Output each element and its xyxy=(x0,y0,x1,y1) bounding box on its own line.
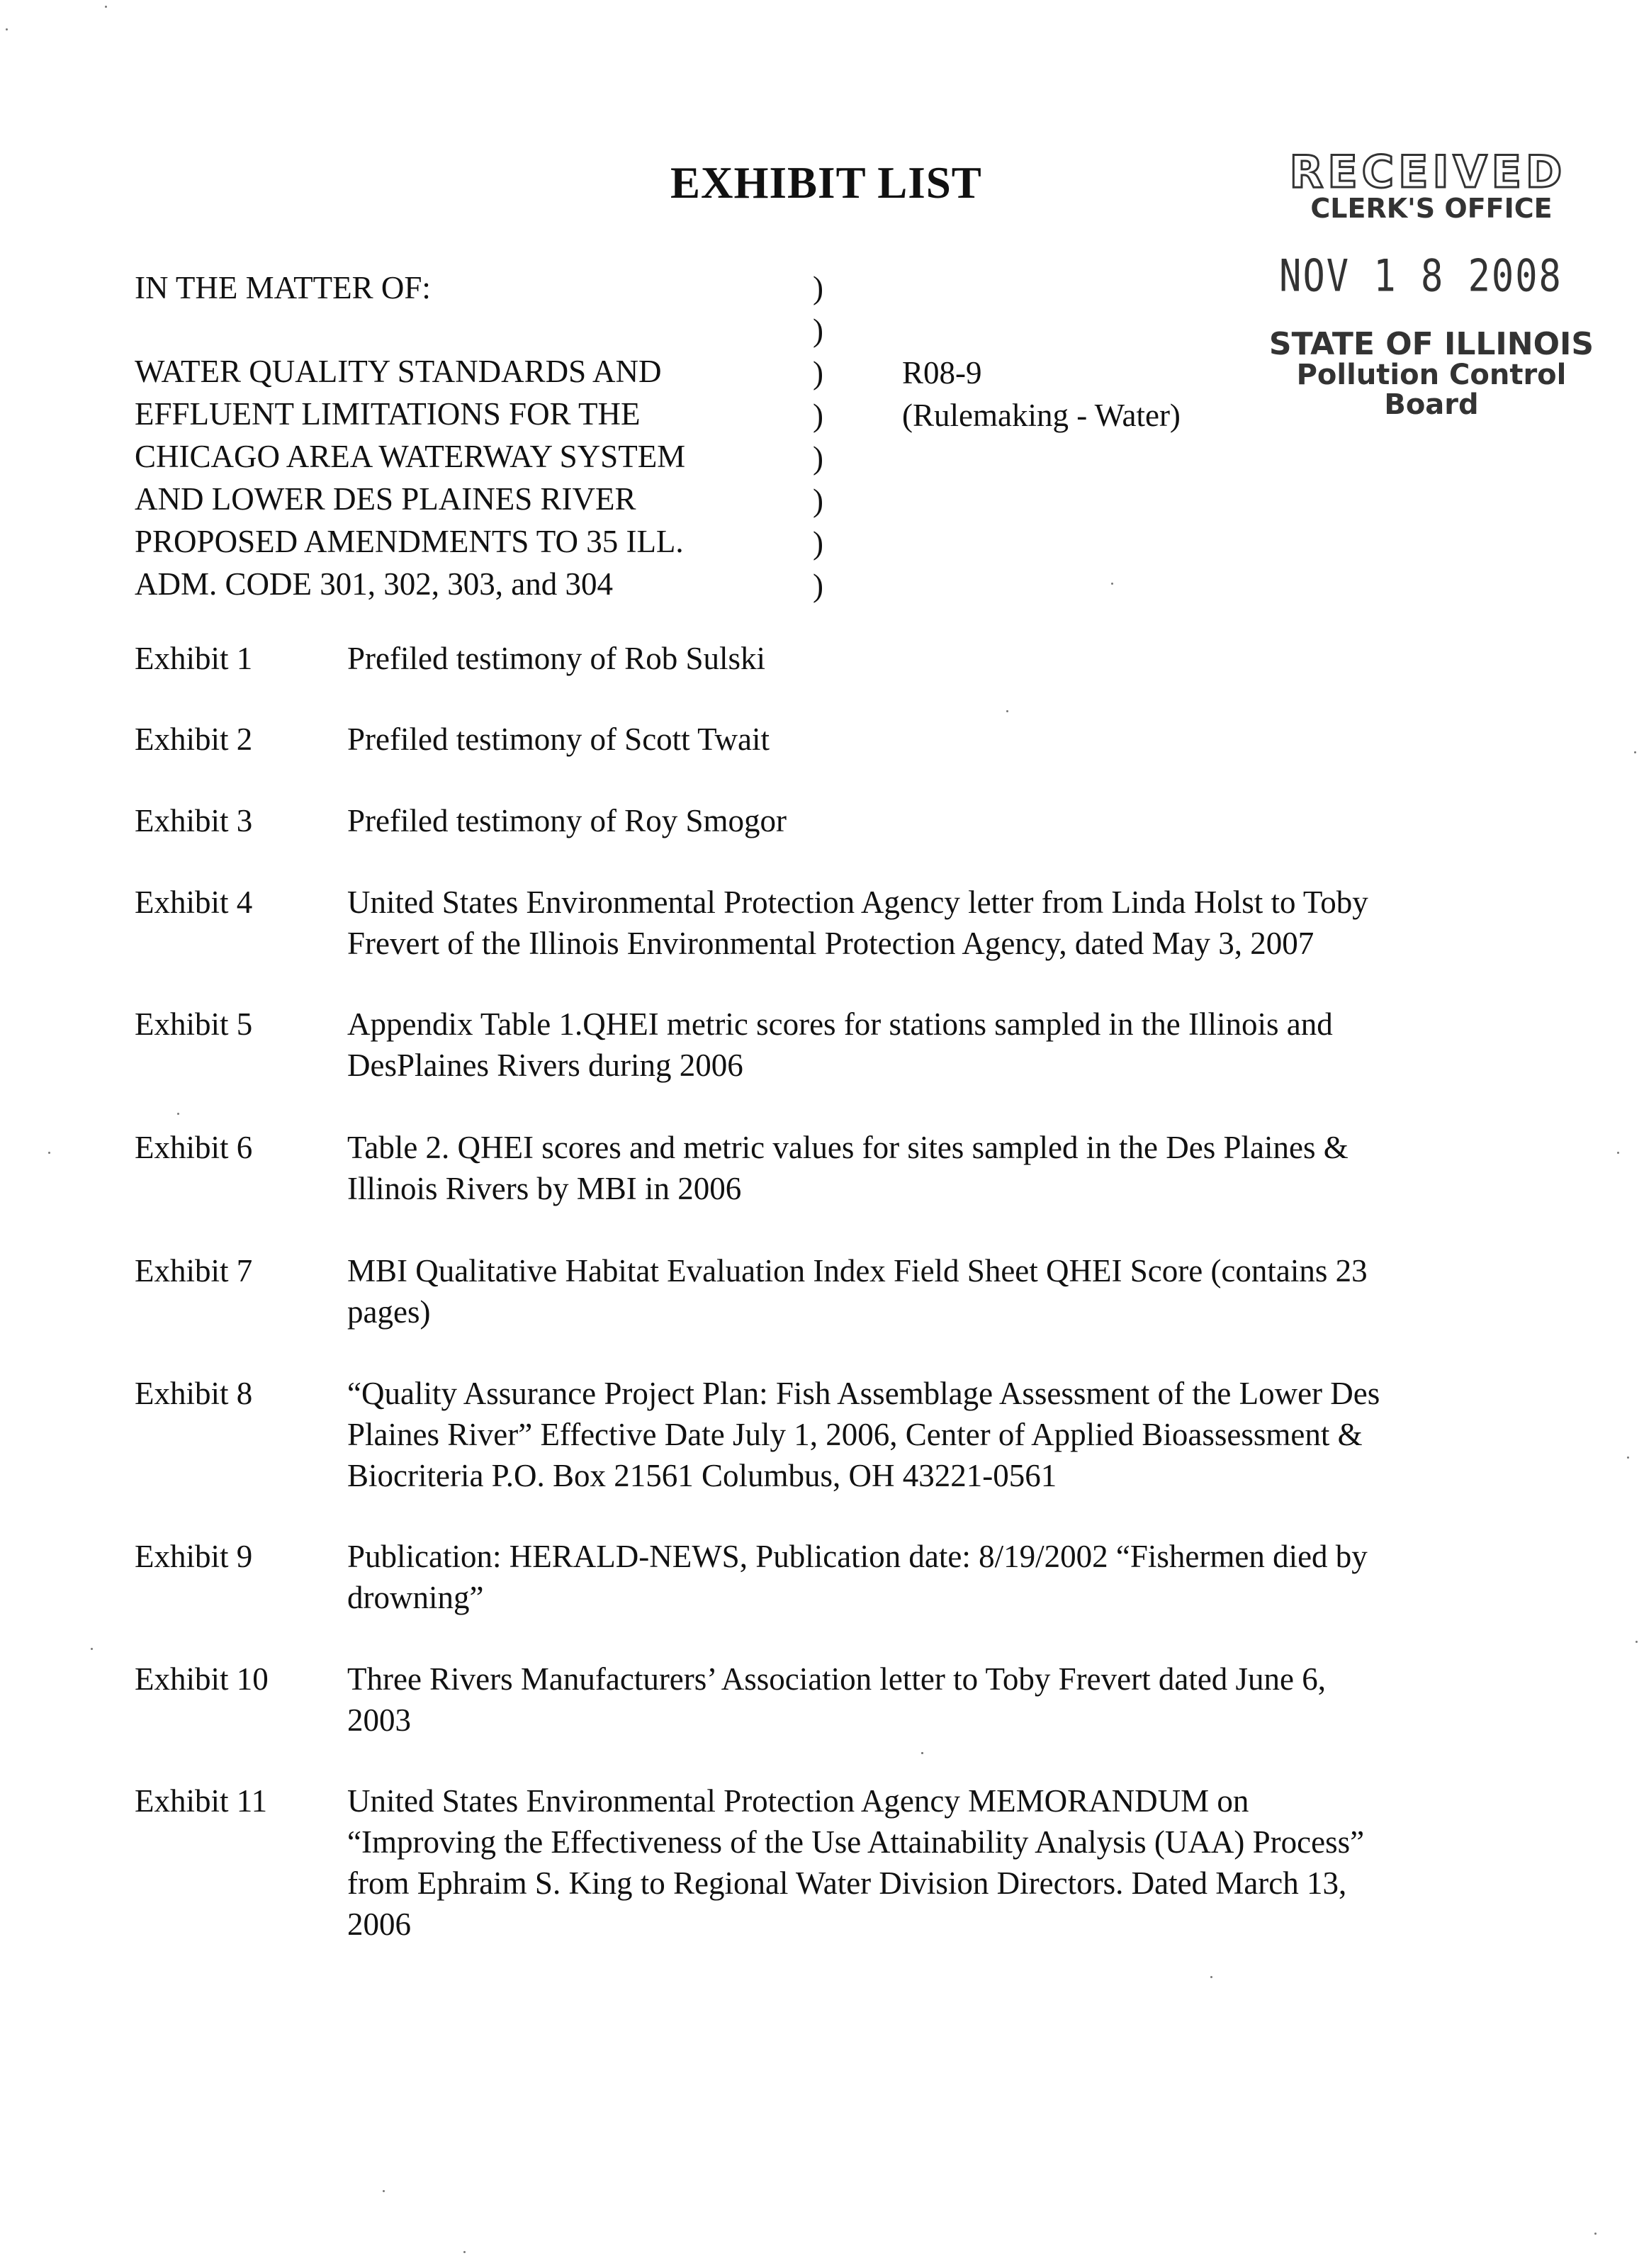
scan-speck xyxy=(1594,2233,1597,2235)
exhibit-description-line: Illinois Rivers by MBI in 2006 xyxy=(347,1171,742,1206)
stamp-state: STATE OF ILLINOIS xyxy=(1268,326,1594,362)
caption-paren: ) xyxy=(813,440,823,476)
exhibit-description xyxy=(347,1373,1545,1496)
scan-speck xyxy=(1634,751,1636,753)
exhibit-description xyxy=(347,1780,1545,1945)
exhibit-description-line: pages) xyxy=(347,1294,431,1330)
scan-speck xyxy=(6,28,8,30)
caption-paren: ) xyxy=(813,398,823,433)
exhibit-description xyxy=(347,719,1545,760)
case-caption xyxy=(135,266,685,605)
scan-speck xyxy=(105,6,107,8)
exhibit-description xyxy=(347,1536,1545,1618)
page-title: EXHIBIT LIST xyxy=(670,158,982,208)
scan-speck xyxy=(921,1752,923,1754)
exhibit-description-line: Prefiled testimony of Rob Sulski xyxy=(347,641,765,676)
exhibit-description-line: Frevert of the Illinois Environmental Protection Agency, dated May 3, 2007 xyxy=(347,926,1314,961)
exhibit-description xyxy=(347,800,1545,841)
scan-speck xyxy=(1635,1641,1638,1643)
exhibit-label: Exhibit 8 xyxy=(135,1376,253,1411)
exhibit-label: Exhibit 7 xyxy=(135,1253,253,1289)
scan-speck xyxy=(48,1152,50,1154)
docket-number: R08-9 xyxy=(902,355,982,391)
exhibit-description-line: “Improving the Effectiveness of the Use Attainability Analysis (UAA) Process” xyxy=(347,1824,1365,1860)
exhibit-label: Exhibit 6 xyxy=(135,1130,253,1165)
exhibit-description-line: MBI Qualitative Habitat Evaluation Index Field Sheet QHEI Score (contains 23 xyxy=(347,1253,1368,1289)
exhibit-description xyxy=(347,882,1545,964)
exhibit-description-line: United States Environmental Protection Agency letter from Linda Holst to Toby xyxy=(347,885,1368,920)
exhibit-description-line: Biocriteria P.O. Box 21561 Columbus, OH 43221-0561 xyxy=(347,1458,1057,1493)
caption-paren: ) xyxy=(813,525,823,561)
exhibit-description xyxy=(347,638,1545,679)
caption-paren: ) xyxy=(813,313,823,348)
exhibit-description-line: drowning” xyxy=(347,1580,484,1615)
docket-info xyxy=(902,352,1181,437)
exhibit-description-line: from Ephraim S. King to Regional Water Division Directors. Dated March 13, xyxy=(347,1865,1347,1901)
scan-speck xyxy=(1627,1456,1629,1459)
scan-speck xyxy=(1617,1152,1619,1154)
scan-speck xyxy=(91,1648,93,1650)
docket-type: (Rulemaking - Water) xyxy=(902,398,1181,433)
exhibit-description-line: 2006 xyxy=(347,1907,411,1942)
caption-line: WATER QUALITY STANDARDS AND xyxy=(135,354,662,389)
exhibit-label: Exhibit 2 xyxy=(135,722,253,757)
scan-speck xyxy=(1006,710,1008,712)
exhibit-label: Exhibit 4 xyxy=(135,885,253,920)
received-stamp xyxy=(1233,146,1601,421)
stamp-date: NOV 1 8 2008 xyxy=(1279,251,1563,302)
scan-speck xyxy=(383,2190,385,2192)
exhibit-description-line: Publication: HERALD-NEWS, Publication date: 8/19/2002 “Fishermen died by xyxy=(347,1539,1368,1574)
exhibit-description xyxy=(347,1250,1545,1332)
caption-paren: ) xyxy=(813,270,823,305)
exhibit-label: Exhibit 9 xyxy=(135,1539,253,1574)
caption-line: ADM. CODE 301, 302, 303, and 304 xyxy=(135,566,613,602)
scan-speck xyxy=(1111,583,1113,585)
exhibit-description-line: Three Rivers Manufacturers’ Association letter to Toby Frevert dated June 6, xyxy=(347,1661,1327,1697)
scan-speck xyxy=(463,2251,466,2253)
caption-parentheses xyxy=(813,266,823,607)
caption-line: AND LOWER DES PLAINES RIVER xyxy=(135,481,636,517)
caption-paren: ) xyxy=(813,483,823,518)
exhibit-description-line: Table 2. QHEI scores and metric values for sites sampled in the Des Plaines & xyxy=(347,1130,1349,1165)
exhibit-description-line: United States Environmental Protection Agency MEMORANDUM on xyxy=(347,1783,1249,1819)
exhibit-label: Exhibit 5 xyxy=(135,1006,253,1042)
exhibit-description-line: Prefiled testimony of Scott Twait xyxy=(347,722,770,757)
caption-spacer xyxy=(135,309,685,350)
exhibit-description xyxy=(347,1658,1545,1741)
caption-line: EFFLUENT LIMITATIONS FOR THE xyxy=(135,396,641,432)
caption-matter: IN THE MATTER OF: xyxy=(135,270,431,305)
exhibit-description-line: DesPlaines Rivers during 2006 xyxy=(347,1048,743,1083)
stamp-received: RECEIVED xyxy=(1289,146,1567,198)
caption-paren: ) xyxy=(813,355,823,391)
exhibit-description-line: Prefiled testimony of Roy Smogor xyxy=(347,803,787,838)
scan-speck xyxy=(177,1113,179,1115)
exhibit-description-line: 2003 xyxy=(347,1702,411,1738)
exhibit-description-line: “Quality Assurance Project Plan: Fish Assemblage Assessment of the Lower Des xyxy=(347,1376,1380,1411)
caption-paren: ) xyxy=(813,568,823,603)
stamp-office: CLERK'S OFFICE xyxy=(1310,193,1553,224)
exhibit-description xyxy=(347,1004,1545,1086)
exhibit-label: Exhibit 1 xyxy=(135,641,253,676)
exhibit-description-line: Plaines River” Effective Date July 1, 2006, Center of Applied Bioassessment & xyxy=(347,1417,1363,1452)
exhibit-label: Exhibit 10 xyxy=(135,1661,269,1697)
stamp-board: Pollution Control Board xyxy=(1296,359,1567,421)
caption-line: PROPOSED AMENDMENTS TO 35 ILL. xyxy=(135,524,684,559)
exhibit-label: Exhibit 3 xyxy=(135,803,253,838)
exhibit-label: Exhibit 11 xyxy=(135,1783,268,1819)
exhibit-description xyxy=(347,1127,1545,1209)
scan-speck xyxy=(1210,1976,1212,1978)
exhibit-description-line: Appendix Table 1.QHEI metric scores for stations sampled in the Illinois and xyxy=(347,1006,1333,1042)
caption-line: CHICAGO AREA WATERWAY SYSTEM xyxy=(135,439,686,474)
